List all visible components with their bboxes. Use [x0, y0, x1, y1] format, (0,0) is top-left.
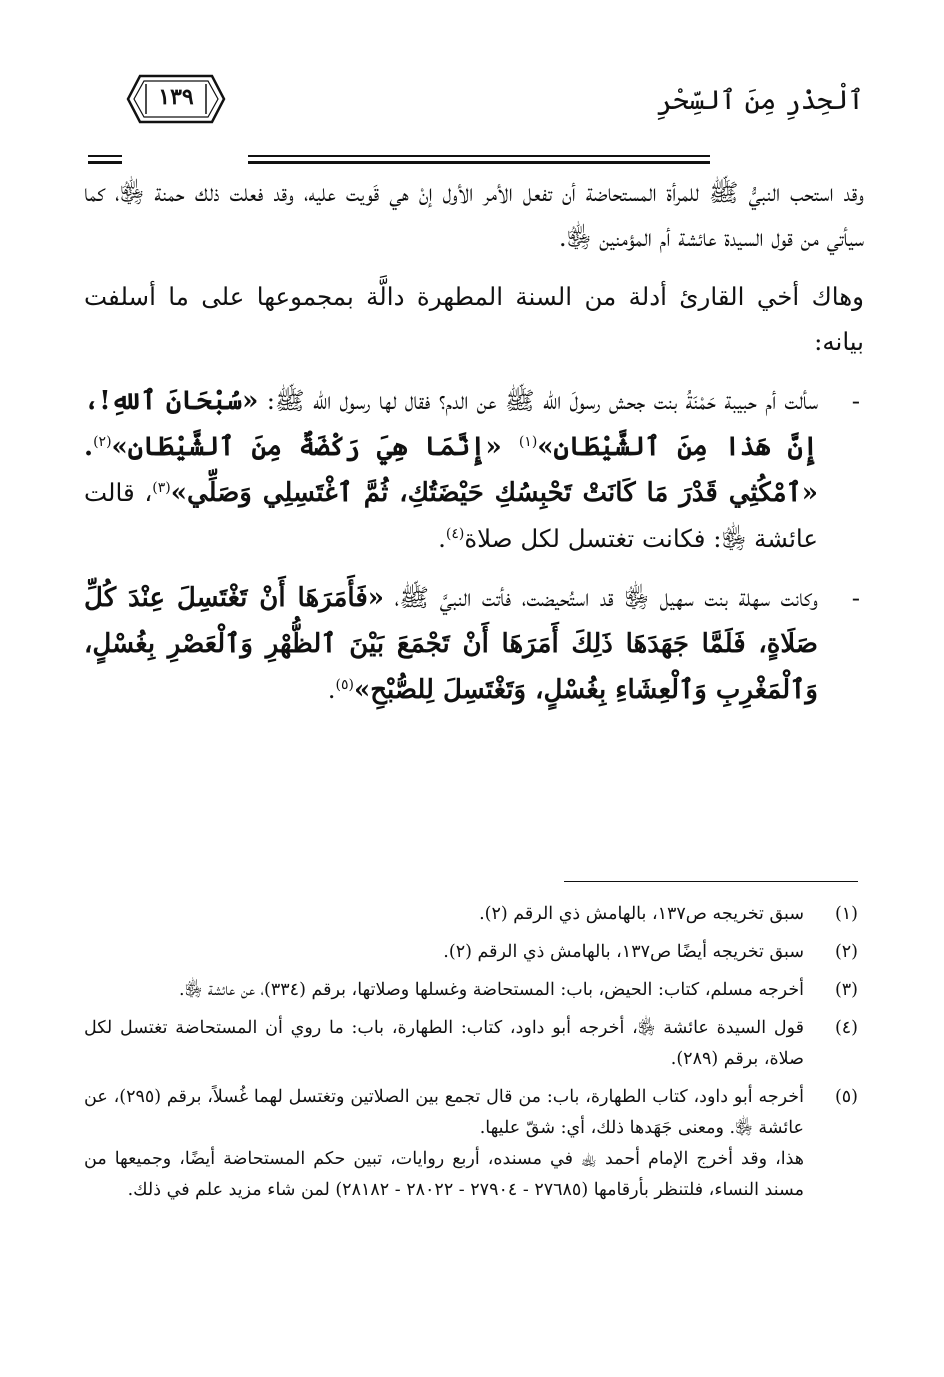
- footnote: [84, 975, 858, 1006]
- footnote-separator: [564, 881, 858, 882]
- page-number-badge: [126, 74, 226, 124]
- narration-text: .: [327, 675, 336, 704]
- footnote: [84, 899, 858, 930]
- header-rule-short-bold: [88, 161, 122, 164]
- narration-text: .: [438, 524, 446, 553]
- footnote-number: (١): [834, 904, 858, 924]
- page-number: ١٣٩: [158, 84, 194, 110]
- main-text: [84, 170, 864, 727]
- hadith-quote: «إِنَّمَا هِيَ رَكْضَةٌ مِنَ ٱلشَّيْطَانِ»: [111, 432, 519, 462]
- footnote-ref[interactable]: (٢): [93, 433, 112, 450]
- list-dash: -: [851, 386, 860, 415]
- narration-text: ، قالت عائشة ﵂: فكانت تغتسل لكل صلاة: [84, 478, 818, 553]
- paragraph: وقد استحب النبيُّ ﷺ للمرأة المستحاضة أن تفعل الأمر الأول إنْ هي قَويت عليه، وقد فعلت ذلك حمنة ﵂، كما سيأتي من قول السيدة عائشة أم المؤمنين ﵂.: [84, 178, 864, 252]
- footnote-number: (٣): [834, 980, 858, 1000]
- paragraph: وهاك أخي القارئ أدلة من السنة المطهرة دالَّة بمجموعها على ما أسلفت بيانه:: [84, 282, 864, 356]
- hadith-quote: . «ٱمْكُثِي قَدْرَ مَا كَانَتْ تَحْبِسُكِ حَيْضَتُكِ، ثُمَّ ٱغْتَسِلِي وَصَلِّي»: [84, 432, 818, 508]
- hadith-quote: «سُبْحَانَ ٱللهِ!، إِنَّ هَذا مِنَ ٱلشَّيْطَانِ»: [84, 386, 819, 462]
- footnote-text: سبق تخريجه ص١٣٧، بالهامش ذي الرقم (٢).: [479, 904, 804, 924]
- hadith-item: [84, 378, 864, 561]
- footnote-number: (٤): [834, 1018, 858, 1038]
- footnote: [84, 1082, 858, 1206]
- footnote: [84, 937, 858, 968]
- footnote-ref[interactable]: (١): [518, 433, 538, 450]
- book-title: ٱلْحِذْرِ مِنَ ٱلسِّحْرِ: [656, 85, 864, 116]
- footnotes: [84, 899, 858, 1213]
- footnote-text: أخرجه مسلم، كتاب: الحيض، باب: المستحاضة وغسلها وصلاتها، برقم (٣٣٤)، عن عائشة ﵂.: [179, 980, 804, 1000]
- footnote-text: سبق تخريجه أيضًا ص١٣٧، بالهامش ذي الرقم (٢).: [443, 942, 804, 962]
- header-rule-bold: [248, 161, 710, 164]
- footnote: [84, 1013, 858, 1075]
- footnote-text: هذا، وقد أخرج الإمام أحمد ﵀ في مسنده، أربع روايات، تبين حكم المستحاضة أيضًا، وجميعها من مسند النساء، فلتنظر بأرقامها (٢٧٦٨٥ - ٢٧٩٠٤ - ٢٨٠٢٢ - ٢٨١٨٢) لمن شاء مزيد علم في ذلك.: [84, 1149, 804, 1200]
- header-rule: [248, 155, 710, 157]
- footnote-ref[interactable]: (٤): [445, 525, 465, 542]
- list-dash: -: [851, 583, 860, 612]
- page-header: [84, 62, 864, 146]
- footnote-text: أخرجه أبو داود، كتاب الطهارة، باب: من قال تجمع بين الصلاتين وتغتسل لهما غُسلاً، برقم (٢٩٥)، عن عائشة ﵂. ومعنى جَهَدها ذلك، أي: شقّ عليها.: [84, 1087, 804, 1138]
- header-rule-short: [88, 155, 122, 157]
- footnote-ref[interactable]: (٣): [152, 479, 171, 496]
- footnote-text: قول السيدة عائشة ﵂، أخرجه أبو داود، كتاب: الطهارة، باب: ما روي أن المستحاضة تغتسل لكل صلاة، برقم (٢٨٩).: [84, 1018, 804, 1069]
- footnote-ref[interactable]: (٥): [335, 676, 354, 693]
- narration-text: وكانت سهلة بنت سهيل ﵂ قد استُحيضت، فأتت النبيَّ ﷺ،: [384, 583, 818, 612]
- footnote-number: (٢): [834, 942, 858, 962]
- hadith-item: [84, 575, 864, 713]
- narration-text: سألت أم حبيبة حَمْنَةُ بنت جحش رسولَ الله ﷺ عن الدم؟ فقال لها رسول الله ﷺ:: [258, 386, 818, 415]
- footnote-number: (٥): [834, 1087, 858, 1107]
- hadith-quote: «فَأَمَرَهَا أَنْ تَغْتَسِلَ عِنْدَ كُلِّ صَلَاةٍ، فَلَمَّا جَهَدَهَا ذَلِكَ أَمَرَهَا أَنْ تَجْمَعَ بَيْنَ ٱلظُّهْرِ وَٱلْعَصْرِ بِغُسْلٍ، وَٱلْمَغْرِبِ وَٱلْعِشَاءِ بِغُسْلٍ، وَتَغْتَسِلَ لِلصُّبْحِ»: [84, 583, 818, 705]
